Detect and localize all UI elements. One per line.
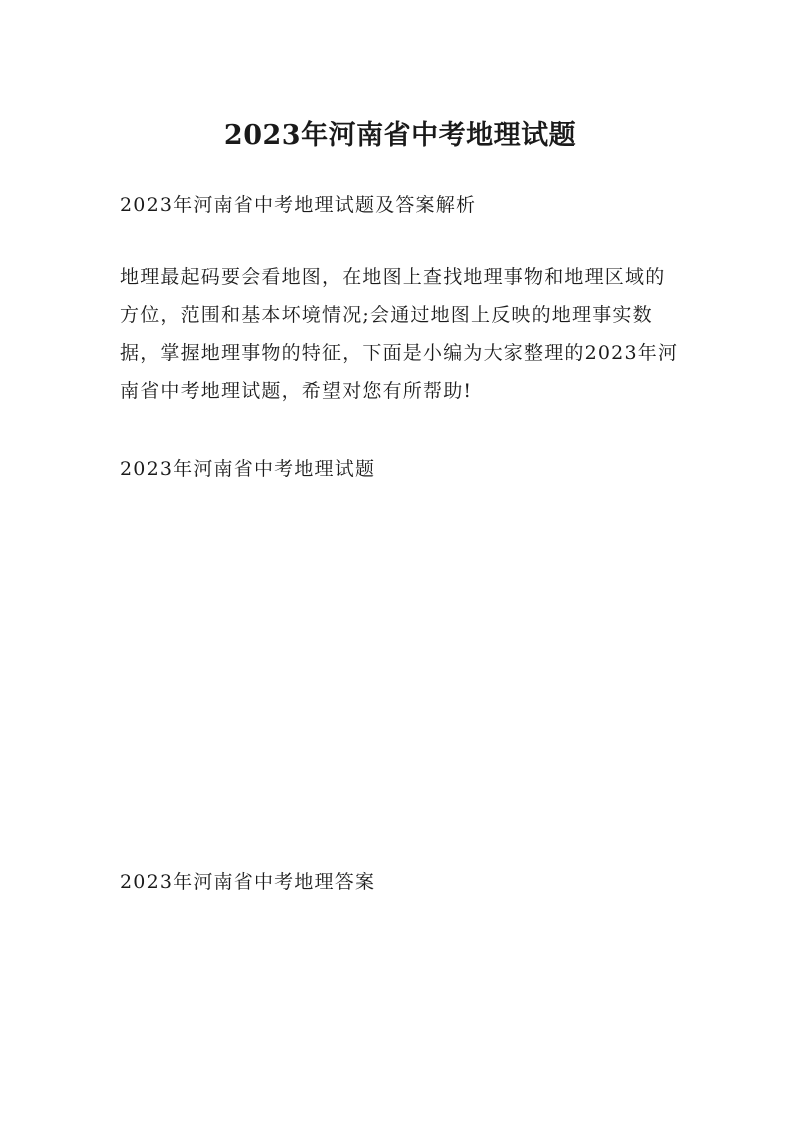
- document-subtitle: 2023年河南省中考地理试题及答案解析: [120, 194, 477, 216]
- document-title: 2023年河南省中考地理试题: [223, 120, 577, 152]
- section-heading-questions: 2023年河南省中考地理试题: [120, 458, 376, 480]
- section-heading-answers: 2023年河南省中考地理答案: [120, 871, 376, 893]
- intro-paragraph: 地理最起码要会看地图，在地图上查找地理事物和地理区域的方位，范围和基本坏境情况;会通过地图上反映的地理事实数据，掌握地理事物的特征，下面是小编为大家整理的2023年河南省中考地理试题，希望对您有所帮助!: [120, 266, 679, 402]
